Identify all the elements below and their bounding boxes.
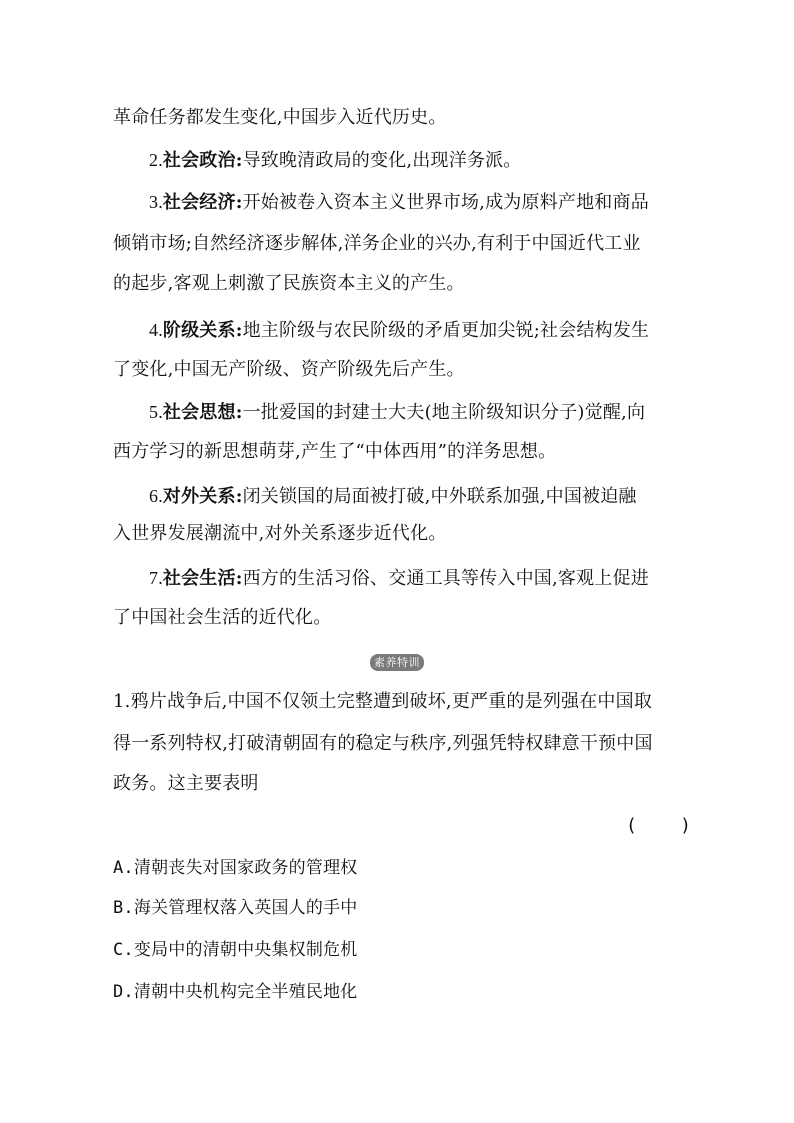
question-stem-line: 1.鸦片战争后,中国不仅领土完整遭到破坏,更严重的是列强在中国取: [113, 691, 653, 712]
item-social-politics: [149, 148, 522, 173]
item-text-continued: 入世界发展潮流中,对外关系逐步近代化。: [113, 523, 447, 544]
item-title: 阶级关系: [162, 320, 236, 341]
item-title: 社会经济: [162, 192, 236, 213]
item-number: 4.: [149, 320, 163, 340]
item-text: 导致晚清政局的变化,出现洋务派。: [242, 150, 522, 171]
item-foreign-relations: [149, 484, 637, 509]
item-colon: :: [235, 192, 243, 213]
item-class-relations: [149, 318, 649, 343]
option-d: D.清朝中央机构完全半殖民地化: [113, 982, 358, 1002]
item-text: 开始被卷入资本主义世界市场,成为原料产地和商品: [242, 192, 649, 213]
option-c: C.变局中的清朝中央集权制危机: [113, 940, 358, 960]
item-social-life: [149, 566, 649, 591]
answer-blank: ( ): [626, 815, 692, 836]
item-text-continued: 西方学习的新思想萌芽,产生了“中体西用”的洋务思想。: [113, 441, 557, 462]
item-title: 社会思想: [162, 402, 236, 423]
item-text-continued: 了变化,中国无产阶级、资产阶级先后产生。: [113, 359, 465, 380]
item-text-continued: 倾销市场;自然经济逐步解体,洋务企业的兴办,有利于中国近代工业: [113, 233, 641, 254]
item-colon: :: [235, 402, 243, 423]
item-text: 闭关锁国的局面被打破,中外联系加强,中国被迫融: [242, 486, 637, 507]
item-colon: :: [235, 486, 243, 507]
item-text: 一批爱国的封建士大夫(地主阶级知识分子)觉醒,向: [242, 402, 646, 423]
item-number: 6.: [149, 486, 163, 506]
item-title: 对外关系: [162, 486, 236, 507]
item-number: 3.: [149, 192, 163, 212]
item-text-continued: 了中国社会生活的近代化。: [113, 607, 332, 628]
option-a: A.清朝丧失对国家政务的管理权: [113, 858, 358, 878]
question-stem-line: 得一系列特权,打破清朝固有的稳定与秩序,列强凭特权肆意干预中国: [113, 733, 653, 754]
question-stem-line: 政务。这主要表明: [113, 773, 259, 794]
item-number: 5.: [149, 402, 163, 422]
item-social-economy: [149, 190, 649, 215]
item-colon: :: [235, 320, 243, 341]
item-text: 西方的生活习俗、交通工具等传入中国,客观上促进: [242, 568, 649, 589]
item-text-continued: 的起步,客观上刺激了民族资本主义的产生。: [113, 273, 465, 294]
intro-line: 革命任务都发生变化,中国步入近代历史。: [113, 107, 447, 128]
item-title: 社会政治: [162, 150, 236, 171]
item-number: 2.: [149, 150, 163, 170]
item-text: 地主阶级与农民阶级的矛盾更加尖锐;社会结构发生: [242, 320, 650, 341]
section-badge: 素养特训: [370, 654, 424, 671]
item-title: 社会生活: [162, 568, 236, 589]
option-b: B.海关管理权落入英国人的手中: [113, 898, 358, 918]
item-colon: :: [235, 568, 243, 589]
item-colon: :: [235, 150, 243, 171]
item-social-thought: [149, 400, 645, 425]
item-number: 7.: [149, 568, 163, 588]
